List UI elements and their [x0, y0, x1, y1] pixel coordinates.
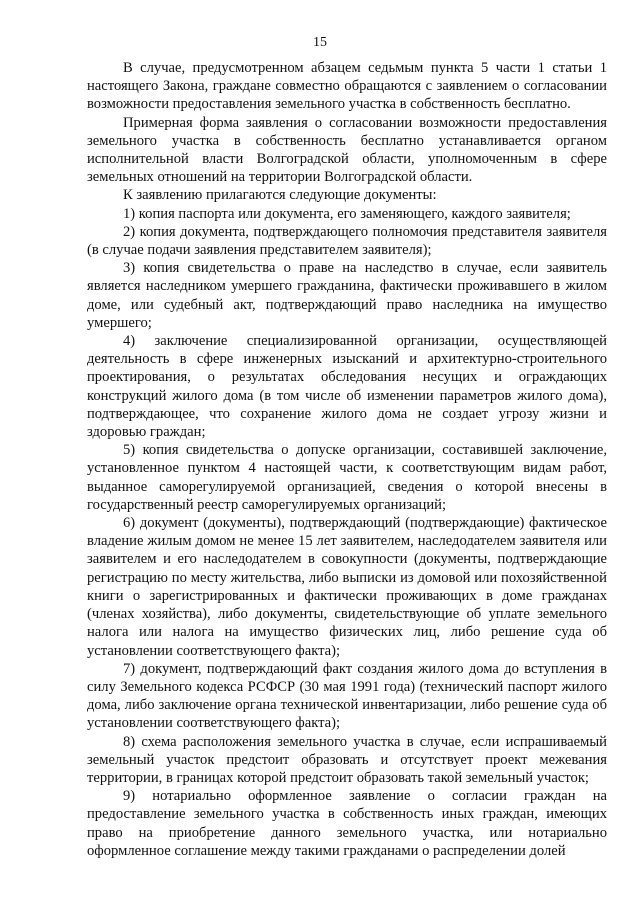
paragraph-application-form: Примерная форма заявления о согласовании возможности предоставления земельного участка в собственность бесплатно устанавливается органом исполнительной власти Волгоградской области, уполномоченным в сфере земельных отношений на территории Волгоградской области. — [87, 114, 607, 186]
paragraph-joint-application: В случае, предусмотренном абзацем седьмым пункта 5 части 1 статьи 1 настоящего Закона, граждане совместно обращаются с заявлением о согласовании возможности предоставления земельного участка в собственность бесплатно. — [87, 60, 607, 113]
document-body — [87, 59, 607, 860]
list-item-8: 8) схема расположения земельного участка в случае, если испрашиваемый земельный участок предстоит образовать и отсутствует проект межевания территории, в границах которой предстоит образовать такой земельный участок; — [87, 733, 607, 786]
list-item-5: 5) копия свидетельства о допуске организации, составившей заключение, установленное пунктом 4 настоящей части, к соответствующим видам работ, выданное саморегулируемой организацией, сведения о которой внесены в государственный реестр саморегулируемых организаций; — [87, 442, 607, 513]
page-number: 15 — [313, 35, 327, 50]
list-item-4: 4) заключение специализированной организации, осуществляющей деятельность в сфере инженерных изысканий и архитектурно-строительного проектирования, о результатах обследования несущих и ограждающих конструкций жилого дома (в том числе об изменении параметров жилого дома), подтверждающее, что сохранение жилого дома не создает угрозу жизни и здоровью граждан; — [87, 333, 607, 441]
list-item-2: 2) копия документа, подтверждающего полномочия представителя заявителя (в случае подачи заявления представителем заявителя); — [87, 223, 607, 259]
list-item-1: 1) копия паспорта или документа, его заменяющего, каждого заявителя; — [123, 205, 571, 222]
list-item-9: 9) нотариально оформленное заявление о согласии граждан на предоставление земельного участка в собственность иных граждан, имеющих право на приобретение данного земельного участка, или нотариально оформленное соглашение между такими гражданами о распределении долей — [87, 788, 607, 859]
paragraph-attachments-intro: К заявлению прилагаются следующие документы: — [123, 187, 437, 204]
list-item-3: 3) копия свидетельства о праве на наследство в случае, если заявитель является наследником умершего гражданина, фактически проживавшего в жилом доме, или судебный акт, подтверждающий право наследника на имущество умершего; — [87, 260, 607, 331]
list-item-6: 6) документ (документы), подтверждающий (подтверждающие) фактическое владение жилым домом не менее 15 лет заявителем, наследодателем заявителя или заявителем и его наследодателем в совокупности (документы, подтверждающие регистрацию по месту жительства, либо выписки из домовой или похозяйственной книги о зарегистрированных и фактически проживающих в доме гражданах (членах хозяйства), либо документы, свидетельствующие об уплате земельного налога или налога на имущество физических лиц, либо решение суда об установлении соответствующего факта); — [87, 515, 607, 659]
list-item-7: 7) документ, подтверждающий факт создания жилого дома до вступления в силу Земельного кодекса РСФСР (30 мая 1991 года) (технический паспорт жилого дома, либо заключение органа технической инвентаризации, либо решение суда об установлении соответствующего факта); — [87, 660, 607, 732]
